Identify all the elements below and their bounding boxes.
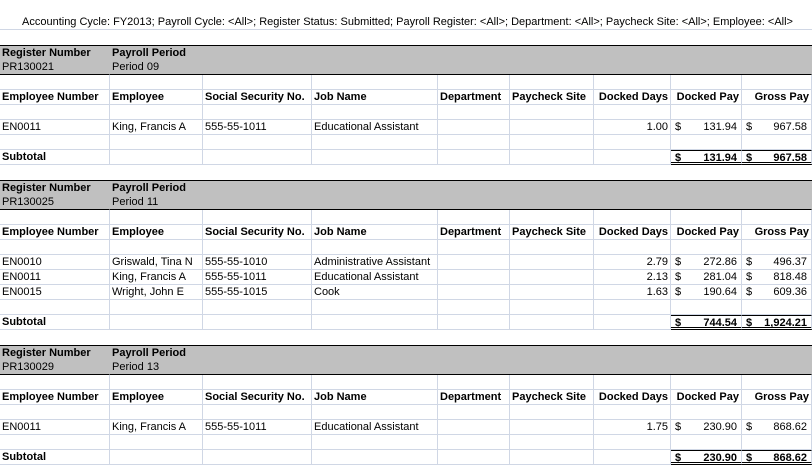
docked-pay-cell[interactable]	[671, 405, 742, 420]
department-cell[interactable]	[438, 210, 510, 225]
docked-pay-cell[interactable]	[671, 285, 742, 300]
subtotal-docked-pay-cell[interactable]	[671, 450, 742, 465]
paycheck-site-cell[interactable]	[510, 210, 594, 225]
docked-pay-cell[interactable]	[671, 105, 742, 120]
job-name-cell[interactable]	[312, 315, 438, 330]
payroll-period-label-cell[interactable]: Payroll Period	[110, 46, 812, 61]
amount: 230.90	[703, 452, 737, 464]
job-name-header-cell[interactable]: Job Name	[312, 225, 438, 240]
paycheck-site-cell[interactable]	[510, 375, 594, 390]
job-name-cell[interactable]	[312, 150, 438, 165]
gross-pay-cell[interactable]	[742, 375, 812, 390]
blank-row	[0, 300, 812, 315]
register-number-cell[interactable]: PR130025	[0, 195, 110, 210]
docked-pay-cell[interactable]	[671, 135, 742, 150]
employee-number-header-cell[interactable]: Employee Number	[0, 225, 110, 240]
department-cell[interactable]	[438, 75, 510, 90]
register-header-row	[0, 345, 812, 361]
gross-pay-cell[interactable]	[742, 405, 812, 420]
payroll-period-cell[interactable]: Period 13	[110, 360, 812, 375]
department-cell[interactable]	[438, 105, 510, 120]
employee-cell[interactable]	[110, 105, 203, 120]
gross-pay-cell[interactable]	[742, 105, 812, 120]
ssn-cell[interactable]: 555-55-1011	[203, 420, 312, 435]
department-header-cell[interactable]: Department	[438, 390, 510, 405]
job-name-header-cell[interactable]: Job Name	[312, 90, 438, 105]
currency-symbol: $	[675, 121, 682, 133]
amount: 967.58	[773, 121, 807, 133]
amount: 230.90	[703, 421, 737, 433]
employee-header-cell[interactable]: Employee	[110, 225, 203, 240]
docked-days-cell[interactable]: 2.13	[594, 270, 671, 285]
paycheck-site-header-cell[interactable]: Paycheck Site	[510, 390, 594, 405]
ssn-cell[interactable]	[203, 450, 312, 465]
docked-days-cell[interactable]	[594, 315, 671, 330]
docked-pay-header-cell[interactable]: Docked Pay	[671, 90, 742, 105]
docked-days-cell[interactable]: 2.79	[594, 255, 671, 270]
amount: 868.62	[773, 452, 807, 464]
employee-cell[interactable]: King, Francis A	[110, 120, 203, 135]
register-number-label-cell[interactable]: Register Number	[0, 346, 110, 361]
employee-cell[interactable]: Wright, John E	[110, 285, 203, 300]
docked-pay-header-cell[interactable]: Docked Pay	[671, 390, 742, 405]
docked-pay-cell[interactable]	[671, 75, 742, 90]
ssn-cell[interactable]	[203, 315, 312, 330]
currency-symbol: $	[675, 317, 682, 329]
subtotal-label-cell[interactable]: Subtotal	[0, 315, 110, 330]
criteria-row	[0, 15, 812, 30]
employee-number-cell[interactable]: EN0011	[0, 120, 110, 135]
register-value-row	[0, 360, 812, 375]
blank-row	[0, 105, 812, 120]
job-name-cell[interactable]	[312, 75, 438, 90]
gross-pay-cell[interactable]	[742, 420, 812, 435]
ssn-cell[interactable]: 555-55-1011	[203, 120, 312, 135]
job-name-cell[interactable]	[312, 375, 438, 390]
paycheck-site-cell[interactable]	[510, 315, 594, 330]
job-name-cell[interactable]	[312, 135, 438, 150]
currency-symbol: $	[746, 152, 753, 164]
payroll-period-label-cell[interactable]: Payroll Period	[110, 346, 812, 361]
gross-pay-header-cell[interactable]: Gross Pay	[742, 390, 812, 405]
employee-cell[interactable]: King, Francis A	[110, 420, 203, 435]
payroll-period-label-cell[interactable]: Payroll Period	[110, 181, 812, 196]
subtotal-docked-pay-cell[interactable]	[671, 150, 742, 165]
register-number-cell[interactable]: PR130029	[0, 360, 110, 375]
job-name-cell[interactable]: Administrative Assistant	[312, 255, 438, 270]
blank-row	[0, 75, 812, 90]
docked-days-cell[interactable]: 1.75	[594, 420, 671, 435]
docked-pay-cell[interactable]	[671, 300, 742, 315]
department-header-cell[interactable]: Department	[438, 225, 510, 240]
docked-pay-cell[interactable]	[671, 120, 742, 135]
ssn-cell[interactable]	[203, 375, 312, 390]
department-header-cell[interactable]: Department	[438, 90, 510, 105]
job-name-cell[interactable]	[312, 210, 438, 225]
employee-header-cell[interactable]: Employee	[110, 390, 203, 405]
docked-days-cell[interactable]	[594, 300, 671, 315]
job-name-cell[interactable]: Educational Assistant	[312, 270, 438, 285]
currency-symbol: $	[675, 286, 682, 298]
currency-symbol: $	[746, 271, 753, 283]
docked-days-cell[interactable]: 1.63	[594, 285, 671, 300]
employee-cell[interactable]: King, Francis A	[110, 270, 203, 285]
gross-pay-cell[interactable]	[742, 435, 812, 450]
job-name-cell[interactable]	[312, 405, 438, 420]
job-name-cell[interactable]: Cook	[312, 285, 438, 300]
employee-cell[interactable]	[110, 315, 203, 330]
docked-pay-cell[interactable]	[671, 255, 742, 270]
ssn-cell[interactable]	[203, 240, 312, 255]
gross-pay-cell[interactable]	[742, 75, 812, 90]
docked-pay-cell[interactable]	[671, 435, 742, 450]
docked-days-cell[interactable]	[594, 135, 671, 150]
paycheck-site-cell[interactable]	[510, 270, 594, 285]
gross-pay-header-cell[interactable]: Gross Pay	[742, 90, 812, 105]
paycheck-site-cell[interactable]	[510, 435, 594, 450]
employee-number-cell[interactable]	[0, 240, 110, 255]
employee-cell[interactable]	[110, 300, 203, 315]
paycheck-site-header-cell[interactable]: Paycheck Site	[510, 225, 594, 240]
register-header-row	[0, 45, 812, 61]
gross-pay-cell[interactable]	[742, 285, 812, 300]
ssn-cell[interactable]	[203, 405, 312, 420]
department-cell[interactable]	[438, 375, 510, 390]
register-number-label-cell[interactable]: Register Number	[0, 46, 110, 61]
docked-days-header-cell[interactable]: Docked Days	[594, 225, 671, 240]
subtotal-row	[0, 150, 812, 165]
docked-pay-cell[interactable]	[671, 375, 742, 390]
employee-number-cell[interactable]: EN0015	[0, 285, 110, 300]
department-cell[interactable]	[438, 135, 510, 150]
paycheck-site-cell[interactable]	[510, 420, 594, 435]
gross-pay-cell[interactable]	[742, 270, 812, 285]
ssn-cell[interactable]: 555-55-1011	[203, 270, 312, 285]
paycheck-site-cell[interactable]	[510, 285, 594, 300]
amount: 744.54	[703, 317, 737, 329]
amount: 281.04	[703, 271, 737, 283]
employee-number-cell[interactable]	[0, 135, 110, 150]
department-cell[interactable]	[438, 120, 510, 135]
currency-symbol: $	[675, 271, 682, 283]
currency-symbol: $	[746, 121, 753, 133]
amount: 131.94	[703, 152, 737, 164]
amount: 609.36	[773, 286, 807, 298]
docked-days-header-cell[interactable]: Docked Days	[594, 390, 671, 405]
blank-row	[0, 435, 812, 450]
paycheck-site-cell[interactable]	[510, 75, 594, 90]
docked-days-header-cell[interactable]: Docked Days	[594, 90, 671, 105]
register-header-row	[0, 180, 812, 196]
column-header-row	[0, 90, 812, 105]
docked-days-cell[interactable]	[594, 375, 671, 390]
currency-symbol: $	[746, 421, 753, 433]
docked-pay-cell[interactable]	[671, 270, 742, 285]
subtotal-docked-pay-cell[interactable]	[671, 315, 742, 330]
employee-number-header-cell[interactable]: Employee Number	[0, 390, 110, 405]
report-criteria[interactable]: Accounting Cycle: FY2013; Payroll Cycle: <All>; Register Status: Submitted; Payroll Register: <All>; Department: <All>; Paycheck Site: <All>; Employee: <All>	[0, 15, 812, 30]
docked-pay-cell[interactable]	[671, 420, 742, 435]
blank-row	[0, 405, 812, 420]
table-row	[0, 270, 812, 285]
employee-cell[interactable]: Griswald, Tina N	[110, 255, 203, 270]
subtotal-gross-pay-cell[interactable]	[742, 315, 812, 330]
gross-pay-cell[interactable]	[742, 135, 812, 150]
employee-number-cell[interactable]: EN0011	[0, 420, 110, 435]
employee-cell[interactable]	[110, 375, 203, 390]
register-number-cell[interactable]: PR130021	[0, 60, 110, 75]
docked-pay-header-cell[interactable]: Docked Pay	[671, 225, 742, 240]
ssn-header-cell[interactable]: Social Security No.	[203, 390, 312, 405]
amount: 1,924.21	[764, 317, 807, 329]
employee-cell[interactable]	[110, 435, 203, 450]
paycheck-site-cell[interactable]	[510, 300, 594, 315]
table-row	[0, 255, 812, 270]
employee-number-header-cell[interactable]: Employee Number	[0, 90, 110, 105]
employee-number-cell[interactable]	[0, 300, 110, 315]
ssn-cell[interactable]: 555-55-1010	[203, 255, 312, 270]
ssn-cell[interactable]	[203, 105, 312, 120]
paycheck-site-cell[interactable]	[510, 150, 594, 165]
payroll-period-cell[interactable]: Period 09	[110, 60, 812, 75]
ssn-cell[interactable]: 555-55-1015	[203, 285, 312, 300]
amount: 967.58	[773, 152, 807, 164]
amount: 818.48	[773, 271, 807, 283]
employee-cell[interactable]	[110, 405, 203, 420]
job-name-cell[interactable]: Educational Assistant	[312, 120, 438, 135]
employee-number-cell[interactable]	[0, 435, 110, 450]
employee-cell[interactable]	[110, 450, 203, 465]
amount: 190.64	[703, 286, 737, 298]
blank-row	[0, 135, 812, 150]
table-row	[0, 285, 812, 300]
amount: 868.62	[773, 421, 807, 433]
job-name-header-cell[interactable]: Job Name	[312, 390, 438, 405]
docked-days-cell[interactable]	[594, 240, 671, 255]
currency-symbol: $	[746, 452, 753, 464]
subtotal-label-cell[interactable]: Subtotal	[0, 150, 110, 165]
department-cell[interactable]	[438, 435, 510, 450]
amount: 131.94	[703, 121, 737, 133]
subtotal-gross-pay-cell[interactable]	[742, 150, 812, 165]
column-header-row	[0, 225, 812, 240]
paycheck-site-cell[interactable]	[510, 105, 594, 120]
job-name-cell[interactable]	[312, 105, 438, 120]
job-name-cell[interactable]	[312, 300, 438, 315]
department-cell[interactable]	[438, 300, 510, 315]
register-number-label-cell[interactable]: Register Number	[0, 181, 110, 196]
department-cell[interactable]	[438, 240, 510, 255]
employee-number-cell[interactable]: EN0011	[0, 270, 110, 285]
employee-cell[interactable]	[110, 210, 203, 225]
blank-row	[0, 240, 812, 255]
job-name-cell[interactable]: Educational Assistant	[312, 420, 438, 435]
table-row	[0, 420, 812, 435]
department-cell[interactable]	[438, 255, 510, 270]
department-cell[interactable]	[438, 450, 510, 465]
subtotal-row	[0, 450, 812, 465]
ssn-header-cell[interactable]: Social Security No.	[203, 225, 312, 240]
employee-number-cell[interactable]	[0, 75, 110, 90]
subtotal-gross-pay-cell[interactable]	[742, 450, 812, 465]
docked-days-cell[interactable]	[594, 150, 671, 165]
blank-row	[0, 375, 812, 390]
employee-cell[interactable]	[110, 135, 203, 150]
column-header-row	[0, 390, 812, 405]
register-value-row	[0, 195, 812, 210]
employee-cell[interactable]	[110, 240, 203, 255]
register-value-row	[0, 60, 812, 75]
ssn-cell[interactable]	[203, 300, 312, 315]
job-name-cell[interactable]	[312, 240, 438, 255]
amount: 272.86	[703, 256, 737, 268]
employee-cell[interactable]	[110, 75, 203, 90]
gross-pay-cell[interactable]	[742, 255, 812, 270]
employee-number-cell[interactable]	[0, 405, 110, 420]
department-cell[interactable]	[438, 315, 510, 330]
gross-pay-cell[interactable]	[742, 240, 812, 255]
ssn-cell[interactable]	[203, 435, 312, 450]
table-row	[0, 120, 812, 135]
subtotal-label-cell[interactable]: Subtotal	[0, 450, 110, 465]
blank-row	[0, 210, 812, 225]
department-cell[interactable]	[438, 150, 510, 165]
currency-symbol: $	[746, 256, 753, 268]
subtotal-row	[0, 315, 812, 330]
ssn-header-cell[interactable]: Social Security No.	[203, 90, 312, 105]
currency-symbol: $	[675, 452, 682, 464]
gross-pay-cell[interactable]	[742, 120, 812, 135]
job-name-cell[interactable]	[312, 435, 438, 450]
ssn-cell[interactable]	[203, 75, 312, 90]
docked-days-cell[interactable]	[594, 75, 671, 90]
paycheck-site-cell[interactable]	[510, 255, 594, 270]
ssn-cell[interactable]	[203, 210, 312, 225]
paycheck-site-cell[interactable]	[510, 135, 594, 150]
payroll-period-cell[interactable]: Period 11	[110, 195, 812, 210]
gross-pay-header-cell[interactable]: Gross Pay	[742, 225, 812, 240]
currency-symbol: $	[746, 317, 753, 329]
employee-number-cell[interactable]	[0, 105, 110, 120]
paycheck-site-cell[interactable]	[510, 120, 594, 135]
employee-header-cell[interactable]: Employee	[110, 90, 203, 105]
gross-pay-cell[interactable]	[742, 210, 812, 225]
currency-symbol: $	[675, 421, 682, 433]
ssn-cell[interactable]	[203, 135, 312, 150]
paycheck-site-cell[interactable]	[510, 450, 594, 465]
docked-days-cell[interactable]	[594, 105, 671, 120]
department-cell[interactable]	[438, 285, 510, 300]
docked-pay-cell[interactable]	[671, 240, 742, 255]
paycheck-site-cell[interactable]	[510, 240, 594, 255]
department-cell[interactable]	[438, 420, 510, 435]
currency-symbol: $	[746, 286, 753, 298]
department-cell[interactable]	[438, 270, 510, 285]
currency-symbol: $	[675, 256, 682, 268]
employee-number-cell[interactable]	[0, 210, 110, 225]
amount: 496.37	[773, 256, 807, 268]
department-cell[interactable]	[438, 405, 510, 420]
employee-number-cell[interactable]: EN0010	[0, 255, 110, 270]
docked-days-cell[interactable]	[594, 405, 671, 420]
paycheck-site-header-cell[interactable]: Paycheck Site	[510, 90, 594, 105]
ssn-cell[interactable]	[203, 150, 312, 165]
paycheck-site-cell[interactable]	[510, 405, 594, 420]
docked-days-cell[interactable]	[594, 450, 671, 465]
gross-pay-cell[interactable]	[742, 300, 812, 315]
employee-number-cell[interactable]	[0, 375, 110, 390]
docked-days-cell[interactable]	[594, 435, 671, 450]
job-name-cell[interactable]	[312, 450, 438, 465]
currency-symbol: $	[675, 152, 682, 164]
docked-days-cell[interactable]: 1.00	[594, 120, 671, 135]
docked-pay-cell[interactable]	[671, 210, 742, 225]
docked-days-cell[interactable]	[594, 210, 671, 225]
employee-cell[interactable]	[110, 150, 203, 165]
